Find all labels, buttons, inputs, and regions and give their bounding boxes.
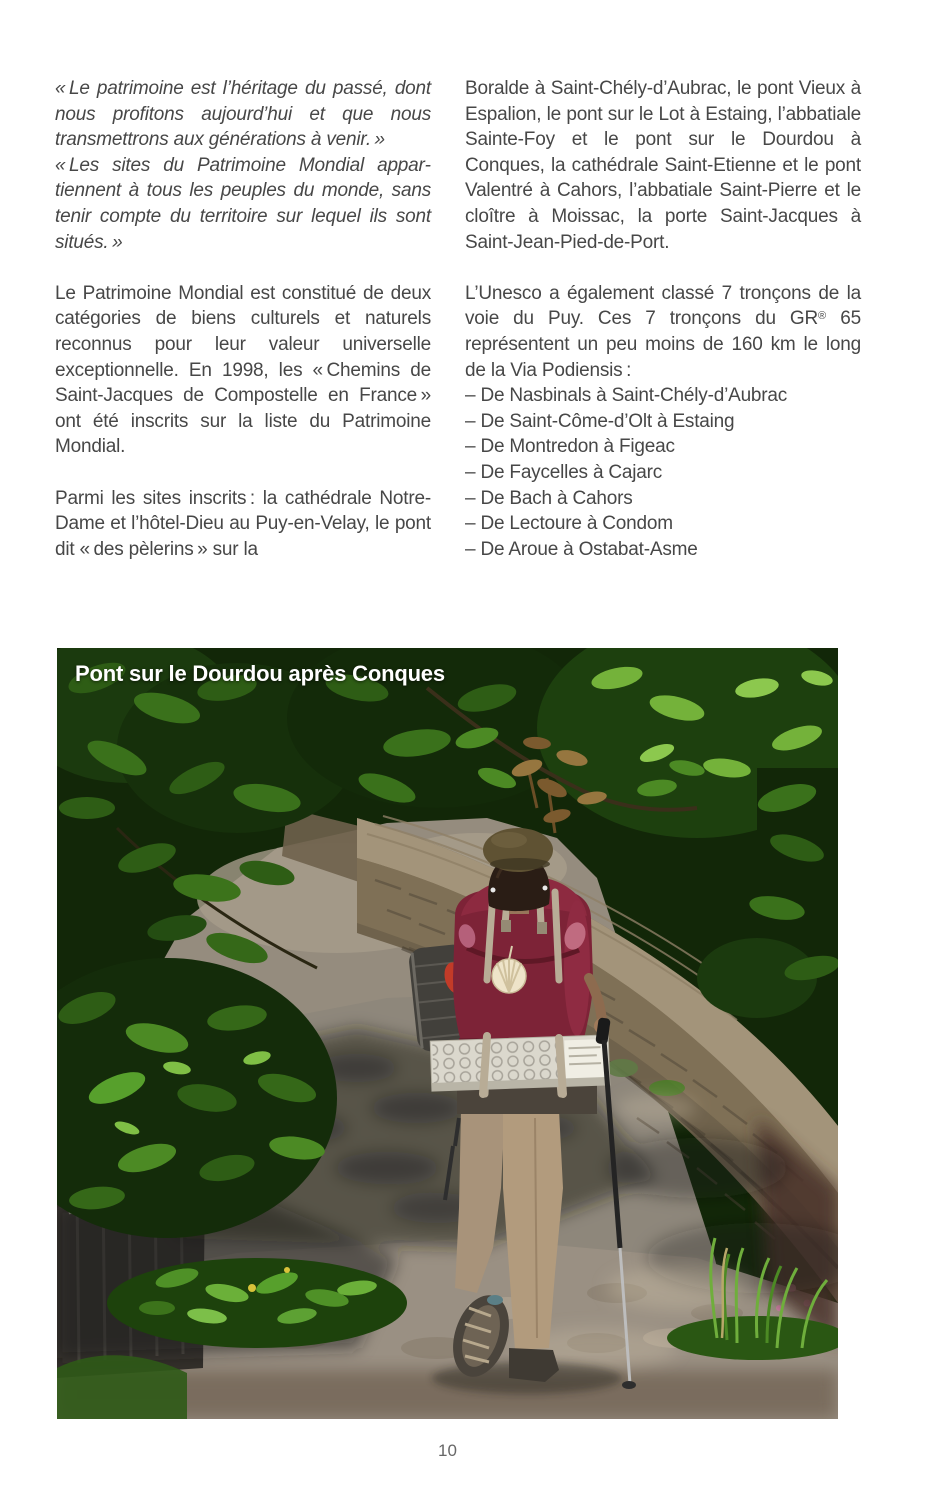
- route-item: – De Montredon à Figeac: [465, 436, 675, 458]
- unesco-text-before: L’Unesco a également classé 7 tronçons de la voie du Puy. Ces 7 tronçons du GR: [465, 282, 861, 330]
- registered-trademark-symbol: ®: [818, 310, 827, 323]
- weeds: [107, 1258, 407, 1348]
- cardboard-box: [430, 1035, 610, 1091]
- route-item: – De Aroue à Ostabat-Asme: [465, 538, 698, 560]
- bridge-photo-illustration: [57, 648, 838, 1419]
- route-item: – De Bach à Cahors: [465, 487, 633, 509]
- box-label: [564, 1039, 605, 1082]
- body-paragraph: Le Patrimoine Mondial est constitué de deux catégories de biens culturels et naturels reconnus pour leur valeur universelle exceptionnelle. En 1998, les « Chemins de Saint-Jacques de Compostelle en France » ont été inscrits sur la liste du Patrimoine Mondial.: [55, 282, 431, 458]
- photo-figure: [57, 648, 838, 1419]
- unesco-text-after: 65 représentent un peu moins de 160 km le long de la Via Podiensis :: [465, 308, 861, 381]
- text-column-left: [55, 76, 431, 562]
- photo-caption: Pont sur le Dourdou après Conques: [75, 661, 445, 686]
- route-segment-list: [465, 383, 861, 562]
- text-column-right: [465, 76, 861, 562]
- corner-foliage: [57, 1355, 187, 1419]
- earring: [491, 888, 496, 893]
- route-item: – De Saint-Côme-d’Olt à Estaing: [465, 410, 735, 432]
- pilgrim-head: [483, 828, 553, 914]
- route-item: – De Faycelles à Cajarc: [465, 461, 663, 483]
- earring: [543, 886, 548, 891]
- page-number: 10: [438, 1441, 457, 1460]
- continuation-paragraph: Boralde à Saint-Chély-d’Aubrac, le pont Vieux à Espalion, le pont sur le Lot à Estaing, l’abbatiale Sainte-Foy et le pont sur le Dourdou à Conques, la cathédrale Saint-Etienne et le pont Valentré à Cahors, l’abbatiale Saint-Pierre et le cloître à Moissac, la porte Saint-Jacques à Saint-Jean-Pied-de-Port.: [465, 78, 861, 253]
- unesco-paragraph: [465, 281, 861, 383]
- body-paragraph: Parmi les sites inscrits : la cathédrale Notre-Dame et l’hôtel-Dieu au Puy-en-Velay, le pont dit « des pèlerins » sur la: [55, 487, 431, 560]
- route-item: – De Nasbinals à Saint-Chély-d’Aubrac: [465, 385, 788, 407]
- quote-paragraph: « Les sites du Patrimoine Mondial appartiennent à tous les peuples du monde, sans tenir compte du territoire sur lequel ils sont situés. »: [55, 154, 431, 253]
- route-item: – De Lectoure à Condom: [465, 513, 673, 535]
- quote-paragraph: « Le patrimoine est l’héritage du passé, dont nous profitons aujourd’hui et que nous transmettrons aux générations à venir. »: [55, 78, 431, 151]
